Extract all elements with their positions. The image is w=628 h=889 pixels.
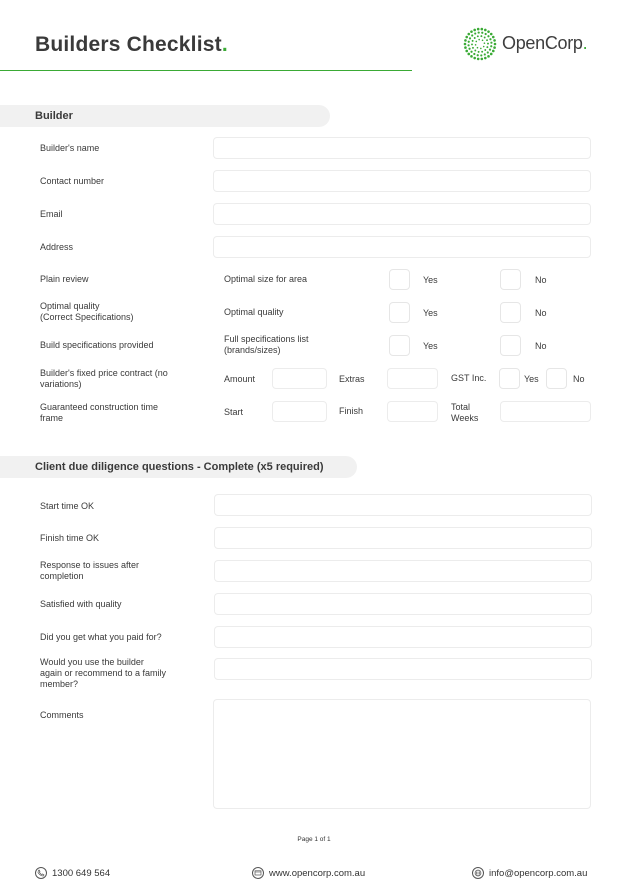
build-specs-label: Build specifications provided	[40, 340, 154, 350]
logo-dot	[465, 36, 468, 39]
logo-dot	[482, 39, 484, 41]
logo-dot	[471, 34, 473, 36]
optimal-quality-option-label: Optimal quality	[224, 307, 284, 317]
logo-dot	[470, 51, 472, 53]
logo-dot	[487, 55, 490, 58]
gst-no-label: No	[573, 374, 585, 384]
finish-input[interactable]	[387, 401, 438, 422]
builder-name-label: Builder's name	[40, 143, 100, 153]
amount-label: Amount	[224, 374, 256, 384]
logo-dot	[472, 40, 474, 42]
brand-name: OpenCorp.	[502, 33, 588, 53]
logo-dot	[467, 44, 469, 46]
paid-for-label: Did you get what you paid for?	[40, 632, 162, 642]
logo-dot	[468, 48, 470, 50]
start-time-ok-label: Start time OK	[40, 501, 95, 511]
logo-dot	[487, 51, 489, 53]
logo-dot	[481, 28, 484, 31]
logo-dot	[481, 51, 483, 53]
logo-dot	[480, 35, 482, 37]
logo-dot	[487, 43, 489, 45]
logo-dot	[478, 31, 480, 33]
logo-dot	[464, 43, 467, 46]
finish-time-ok-label: Finish time OK	[40, 533, 100, 543]
footer-phone: 1300 649 564	[35, 867, 110, 880]
logo-dot	[492, 50, 495, 53]
website-icon	[252, 867, 264, 879]
logo-dot	[471, 43, 473, 45]
finish-label: Finish	[339, 406, 364, 416]
no-label: No	[535, 341, 547, 351]
logo-dot	[487, 35, 489, 37]
gst-yes-checkbox[interactable]	[499, 368, 520, 389]
logo-dot	[490, 33, 493, 36]
logo-dot	[464, 39, 467, 42]
response-issues-input[interactable]	[214, 560, 592, 582]
fixed-price-label: Builder's fixed price contract (no variations)	[40, 368, 168, 389]
gst-no-checkbox[interactable]	[546, 368, 567, 389]
logo-dot	[490, 42, 492, 44]
logo-dot	[490, 53, 493, 56]
logo-dot	[473, 53, 475, 55]
logo-dot	[477, 47, 479, 49]
response-issues-label: Response to issues after completion	[40, 560, 140, 581]
optimal-size-label: Optimal size for area	[224, 274, 308, 284]
footer-email[interactable]: info@opencorp.com.au	[472, 867, 587, 880]
logo-dot	[484, 53, 486, 55]
optimal-quality-yes-checkbox[interactable]	[389, 302, 410, 323]
start-label: Start	[224, 407, 244, 417]
logo-dot	[467, 53, 470, 56]
logo-dot	[480, 48, 482, 50]
footer-website[interactable]: www.opencorp.com.au	[252, 867, 365, 880]
build-specs-no-checkbox[interactable]	[500, 335, 521, 356]
logo-dot	[478, 51, 480, 53]
logo-dot	[493, 39, 496, 42]
total-weeks-label: Total Weeks	[451, 402, 479, 423]
construction-time-label: Guaranteed construction time frame	[40, 402, 159, 423]
logo-dot	[492, 36, 495, 39]
logo-dot	[464, 46, 467, 49]
logo-dot	[468, 41, 470, 43]
logo-dot	[473, 57, 476, 60]
logo-dot	[465, 50, 468, 53]
logo-dot	[484, 37, 486, 39]
logo-dot	[486, 46, 488, 48]
phone-icon	[35, 867, 47, 879]
logo-dot	[467, 33, 470, 36]
build-specs-yes-checkbox[interactable]	[389, 335, 410, 356]
logo-dot	[489, 49, 491, 51]
logo-dot	[477, 35, 479, 37]
logo-dot	[470, 55, 473, 58]
optimal-quality-label: Optimal quality (Correct Specifications)	[40, 301, 134, 322]
contact-number-label: Contact number	[40, 176, 105, 186]
recommend-builder-input[interactable]	[214, 658, 592, 680]
header-divider	[0, 70, 412, 71]
logo-dot	[474, 32, 476, 34]
logo-dot	[485, 33, 487, 35]
start-input[interactable]	[272, 401, 327, 422]
logo-dot	[483, 46, 485, 48]
email-label: Email	[40, 209, 63, 219]
logo-dot	[469, 37, 471, 39]
logo-dot	[484, 57, 487, 60]
logo-dot	[493, 46, 496, 49]
page-number: Page 1 of 1	[297, 836, 331, 843]
logo-dot	[477, 28, 480, 31]
globe-icon	[472, 867, 484, 879]
logo-dot	[484, 49, 486, 51]
logo-dot	[481, 32, 483, 34]
logo-dot	[486, 39, 488, 41]
logo-dot	[475, 44, 477, 46]
builder-name-input[interactable]	[213, 137, 591, 159]
gst-label: GST Inc.	[451, 373, 487, 383]
logo-dot	[474, 50, 476, 52]
full-specs-label: Full specifications list (brands/sizes)	[224, 334, 309, 355]
comments-label: Comments	[40, 710, 84, 720]
no-label: No	[535, 275, 547, 285]
logo-dot	[487, 30, 490, 33]
extras-label: Extras	[339, 374, 365, 384]
logo-dot	[484, 42, 486, 44]
start-time-ok-input[interactable]	[214, 494, 592, 516]
logo-dot	[484, 29, 487, 32]
section-diligence-heading: Client due diligence questions - Complete (x5 required)	[0, 456, 357, 478]
logo-dot	[481, 58, 484, 61]
logo-dot	[475, 41, 477, 43]
comments-textarea[interactable]	[213, 699, 591, 809]
optimal-quality-no-checkbox[interactable]	[500, 302, 521, 323]
yes-label: Yes	[423, 308, 438, 318]
recommend-builder-label: Would you use the builder again or recommend to a family member?	[40, 657, 167, 689]
plain-review-label: Plain review	[40, 274, 89, 284]
plain-review-no-checkbox[interactable]	[500, 269, 521, 290]
logo-dot	[494, 43, 497, 46]
logo-dot	[477, 58, 480, 61]
logo-dot	[472, 47, 474, 49]
logo-dot	[477, 54, 479, 56]
no-label: No	[535, 308, 547, 318]
logo-dot	[478, 39, 480, 41]
finish-time-ok-input[interactable]	[214, 527, 592, 549]
logo-dot	[470, 30, 473, 33]
address-input[interactable]	[213, 236, 591, 258]
paid-for-input[interactable]	[214, 626, 592, 648]
extras-input[interactable]	[387, 368, 438, 389]
yes-label: Yes	[423, 341, 438, 351]
amount-input[interactable]	[272, 368, 327, 389]
total-weeks-input[interactable]	[500, 401, 591, 422]
address-label: Address	[40, 242, 74, 252]
yes-label: Yes	[423, 275, 438, 285]
satisfied-quality-label: Satisfied with quality	[40, 599, 122, 609]
logo-dot	[474, 37, 476, 39]
page-title: Builders Checklist.	[35, 33, 228, 56]
section-builder-heading: Builder	[0, 105, 330, 127]
logo-dot	[473, 29, 476, 32]
satisfied-quality-input[interactable]	[214, 593, 592, 615]
gst-yes-label: Yes	[524, 374, 539, 384]
logo-dot	[490, 45, 492, 47]
plain-review-yes-checkbox[interactable]	[389, 269, 410, 290]
email-input[interactable]	[213, 203, 591, 225]
logo-dot	[489, 38, 491, 40]
logo-dot	[480, 54, 482, 56]
contact-number-input[interactable]	[213, 170, 591, 192]
